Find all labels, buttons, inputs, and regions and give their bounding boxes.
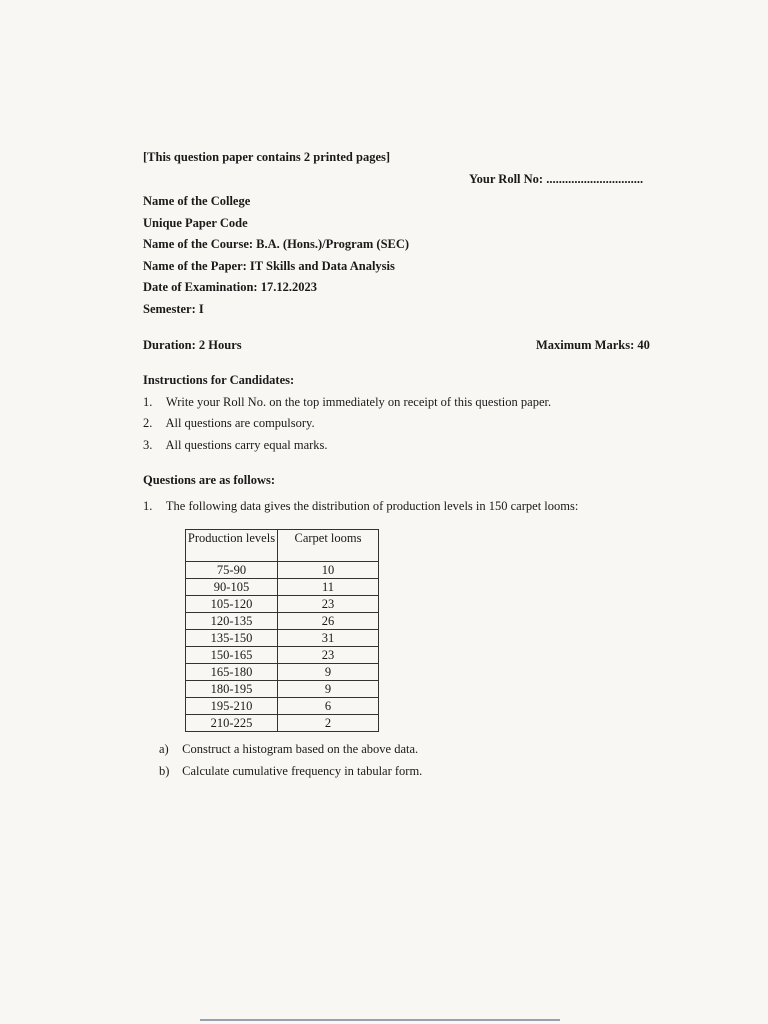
table-row [186, 647, 379, 664]
cell-carpet-looms: 23 [278, 647, 379, 664]
cell-carpet-looms: 26 [278, 613, 379, 630]
paper-name-label: Name of the Paper: IT Skills and Data Analysis [143, 259, 395, 273]
course-name-label: Name of the Course: B.A. (Hons.)/Program (SEC) [143, 237, 410, 251]
question-1 [143, 499, 578, 514]
duration-label: Duration: 2 Hours [143, 338, 242, 352]
question-part [159, 742, 418, 757]
exam-date-label: Date of Examination: 17.12.2023 [143, 280, 317, 294]
max-marks-label: Maximum Marks: 40 [536, 338, 650, 352]
cell-production-level: 210-225 [186, 715, 278, 732]
cell-carpet-looms: 11 [278, 579, 379, 596]
cell-carpet-looms: 31 [278, 630, 379, 647]
cell-production-level: 150-165 [186, 647, 278, 664]
instruction-number: 1. [143, 395, 153, 409]
instruction-text: All questions are compulsory. [165, 416, 315, 430]
instruction-number: 2. [143, 416, 153, 430]
cell-production-level: 120-135 [186, 613, 278, 630]
cell-carpet-looms: 23 [278, 596, 379, 613]
table-row [186, 562, 379, 579]
table-row [186, 664, 379, 681]
table-row [186, 698, 379, 715]
part-text: Construct a histogram based on the above data. [182, 742, 419, 756]
instruction-item [143, 438, 328, 453]
roll-number-field: Your Roll No: ............................... [469, 172, 644, 186]
college-name-label: Name of the College [143, 194, 251, 208]
header-carpet-looms: Carpet looms [278, 530, 379, 562]
header-production-levels: Production levels [186, 530, 278, 562]
questions-title: Questions are as follows: [143, 473, 276, 487]
table-row [186, 596, 379, 613]
cell-production-level: 180-195 [186, 681, 278, 698]
cell-carpet-looms: 9 [278, 664, 379, 681]
part-label: b) [159, 764, 170, 778]
question-text: The following data gives the distribution of production levels in 150 carpet looms: [165, 499, 579, 513]
cell-production-level: 90-105 [186, 579, 278, 596]
table-row [186, 681, 379, 698]
instruction-text: All questions carry equal marks. [165, 438, 328, 452]
cell-production-level: 195-210 [186, 698, 278, 715]
instructions-title: Instructions for Candidates: [143, 373, 295, 387]
cell-production-level: 75-90 [186, 562, 278, 579]
table-row [186, 630, 379, 647]
instruction-text: Write your Roll No. on the top immediately on receipt of this question paper. [165, 395, 552, 409]
table-row [186, 613, 379, 630]
question-number: 1. [143, 499, 153, 513]
instruction-item [143, 395, 551, 410]
part-text: Calculate cumulative frequency in tabular form. [182, 764, 423, 778]
bottom-edge-line [200, 1019, 560, 1021]
part-label: a) [159, 742, 169, 756]
instruction-number: 3. [143, 438, 153, 452]
cell-carpet-looms: 2 [278, 715, 379, 732]
question-part [159, 764, 422, 779]
cell-production-level: 135-150 [186, 630, 278, 647]
production-table [185, 529, 379, 732]
table-row [186, 715, 379, 732]
semester-label: Semester: I [143, 302, 204, 316]
pages-note: [This question paper contains 2 printed pages] [143, 150, 391, 164]
table-row [186, 579, 379, 596]
cell-production-level: 105-120 [186, 596, 278, 613]
cell-carpet-looms: 10 [278, 562, 379, 579]
cell-production-level: 165-180 [186, 664, 278, 681]
paper-code-label: Unique Paper Code [143, 216, 248, 230]
table-header-row [186, 530, 379, 562]
cell-carpet-looms: 9 [278, 681, 379, 698]
instruction-item [143, 416, 315, 431]
cell-carpet-looms: 6 [278, 698, 379, 715]
